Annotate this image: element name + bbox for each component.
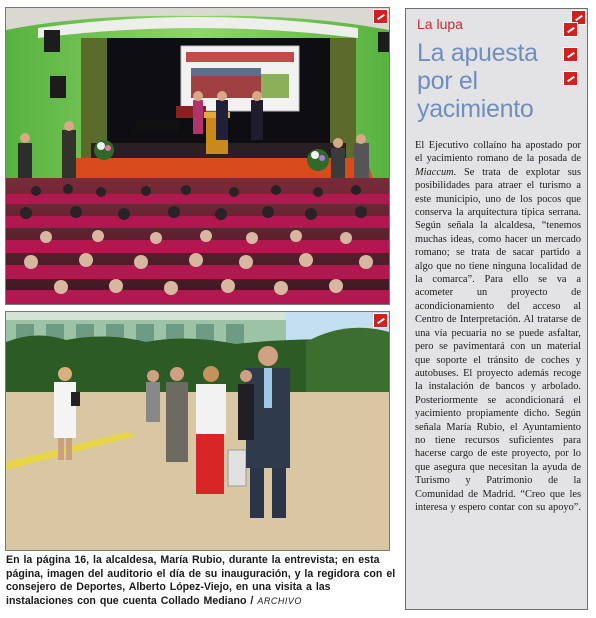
caption-credit: ARCHIVO	[257, 595, 302, 606]
caption-separator: /	[246, 594, 258, 607]
sidebar-marker-icon	[563, 71, 578, 86]
sidebar-marker-icon	[563, 22, 578, 37]
sidebar-marker-icon	[563, 47, 578, 62]
photo-marker-icon	[373, 313, 388, 328]
sidebar-headline: La apuesta por el yacimiento	[417, 39, 538, 123]
auditorium-photo	[5, 7, 390, 305]
sidebar-kicker: La lupa	[417, 16, 463, 32]
photo-marker-icon	[373, 9, 388, 24]
visit-photo	[5, 311, 390, 551]
visit-illustration	[6, 312, 389, 550]
sidebar-body	[415, 139, 581, 514]
sidebar-body-part-1: El Ejecutivo collaíno ha apostado por el yacimiento romano de la posada de	[415, 140, 581, 165]
photo-caption	[6, 554, 396, 608]
sidebar-body-part-2: . Se trata de explotar sus posibilidades para atraer el turismo a este municipio, uno de los pocos que conserva la arquitectura típica serrana. Según señala la alcaldesa, “tenemos muchas ideas, como hacer un mercado romano; se trata de sacar partido a algo que no tiene ninguna localidad de la comarca”. Para ello se va a acometer un proyecto de acondicionamiento del acceso al Centro de Interpretación. Al tratarse de una vía pecuaria no se puede asfaltar, pero se pavimentará con un material que soporte el tránsito de coches y autobuses. El proyecto además recoge la instalación de bancos y arbolado. Posteriormente se acondicionará el yacimiento propiamente dicho. Según señala María Rubio, el Ayuntamiento no tiene recursos suficientes para hacerse cargo de este proyecto, por lo que asegura que necesitan la ayuda de Turismo y Patrimonio de la Comunidad de Madrid. “Creo que les interesa y espero contar con su apoyo”.	[415, 166, 582, 513]
sidebar-body-italic: Miaccum	[415, 166, 454, 178]
sidebar-box	[405, 8, 588, 610]
caption-text: En la página 16, la alcaldesa, María Rubio, durante la entrevista; en esta página, imagen del auditorio el día de su inauguración, y la regidora con el consejero de Deportes, Alberto López-Viejo, en una visita a las instalaciones con que cuenta Collado Mediano	[6, 554, 396, 607]
auditorium-illustration	[6, 8, 389, 304]
